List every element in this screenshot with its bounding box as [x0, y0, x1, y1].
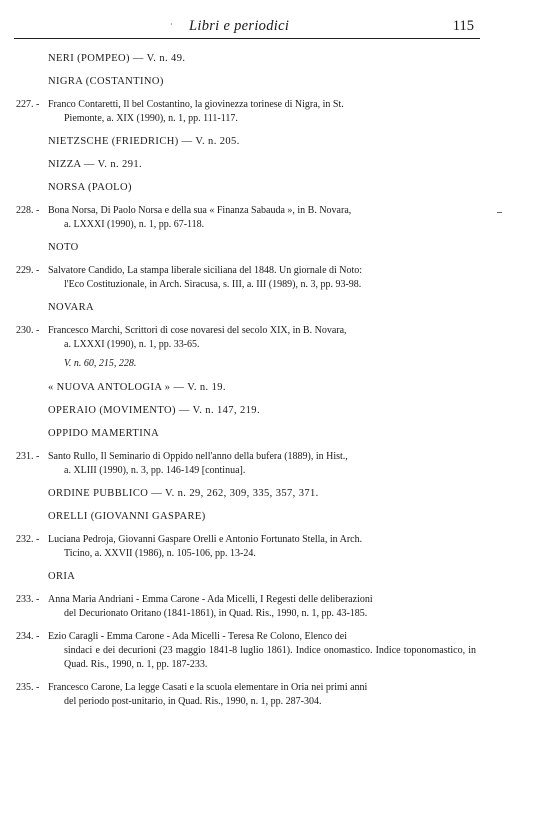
entry-text — [48, 533, 476, 561]
margin-mark — [497, 212, 502, 213]
entry-first-line: Francesco Marchi, Scrittori di cose novaresi del secolo XIX, in B. Novara, — [48, 325, 347, 336]
entry-continuation: a. XLIII (1990), n. 3, pp. 146-149 [continua]. — [64, 465, 246, 476]
subject-heading: NIGRA (COSTANTINO) — [48, 76, 164, 87]
entry-number: 234. - — [16, 631, 40, 642]
entry-text — [48, 593, 476, 621]
entry-first-line: Franco Contaretti, Il bel Costantino, la giovinezza torinese di Nigra, in St. — [48, 99, 344, 110]
subject-heading: « NUOVA ANTOLOGIA » — V. n. 19. — [48, 382, 226, 393]
entry-first-line: Francesco Carone, La legge Casati e la scuola elementare in Oria nei primi anni — [48, 682, 368, 693]
entry-number: 232. - — [16, 534, 40, 545]
entry-continuation: a. LXXXI (1990), n. 1, pp. 33-65. — [64, 339, 200, 350]
subject-heading: ORELLI (GIOVANNI GASPARE) — [48, 511, 206, 522]
bibliography-entry — [16, 533, 476, 561]
entry-text — [48, 630, 476, 672]
subject-heading: NOTO — [48, 242, 79, 253]
entry-continuation: l'Eco Costituzionale, in Arch. Siracusa, s. III, a. III (1989), n. 3, pp. 93-98. — [64, 279, 362, 290]
bibliography-entry — [16, 204, 476, 232]
subject-heading: OPPIDO MAMERTINA — [48, 428, 160, 439]
entry-text — [48, 264, 476, 292]
subject-heading: NORSA (PAOLO) — [48, 182, 132, 193]
bibliography-entry — [16, 630, 476, 672]
entry-continuation: a. LXXXI (1990), n. 1, pp. 67-118. — [64, 219, 205, 230]
entry-text — [48, 98, 476, 126]
subject-heading: NIETZSCHE (FRIEDRICH) — V. n. 205. — [48, 136, 240, 147]
entry-first-line: Ezio Caragli - Emma Carone - Ada Micelli - Teresa Re Colono, Elenco dei — [48, 631, 348, 642]
entry-number: 233. - — [16, 594, 40, 605]
entry-text — [48, 204, 476, 232]
entry-number: 235. - — [16, 682, 40, 693]
subject-heading: NOVARA — [48, 302, 94, 313]
bibliography-entry — [16, 593, 476, 621]
bibliography-entry — [16, 450, 476, 478]
bibliography-entry — [16, 264, 476, 292]
subject-heading: OPERAIO (MOVIMENTO) — V. n. 147, 219. — [48, 405, 260, 416]
running-title: Libri e periodici — [189, 18, 290, 34]
entry-number: 227. - — [16, 99, 40, 110]
bibliography-entry — [16, 324, 476, 352]
entry-continuation: Piemonte, a. XIX (1990), n. 1, pp. 111-117. — [64, 113, 238, 124]
entry-continuation: Ticino, a. XXVII (1986), n. 105-106, pp. 13-24. — [64, 548, 256, 559]
entry-text — [48, 450, 476, 478]
entry-continuation: del Decurionato Oritano (1841-1861), in Quad. Ris., 1990, n. 1, pp. 43-185. — [64, 608, 368, 619]
cross-reference: V. n. 60, 215, 228. — [64, 358, 137, 369]
bibliography-entry — [16, 98, 476, 126]
entry-continuation: del periodo post-unitario, in Quad. Ris., 1990, n. 1, pp. 287-304. — [64, 696, 322, 707]
subject-heading: ORDINE PUBBLICO — V. n. 29, 262, 309, 335, 357, 371. — [48, 488, 319, 499]
entry-number: 228. - — [16, 205, 40, 216]
entry-number: 229. - — [16, 265, 40, 276]
subject-heading: NERI (POMPEO) — V. n. 49. — [48, 53, 186, 64]
entry-text — [48, 681, 476, 709]
header-dot: · — [170, 20, 173, 29]
page-header — [14, 18, 480, 39]
entry-first-line: Luciana Pedroja, Giovanni Gaspare Orelli e Antonio Fortunato Stella, in Arch. — [48, 534, 363, 545]
subject-heading: NIZZA — V. n. 291. — [48, 159, 143, 170]
subject-heading: ORIA — [48, 571, 76, 582]
entry-continuation: sindaci e dei decurioni (23 maggio 1841-8 luglio 1861). Indice onomastico. Indice toponomastico, in Quad. Ris., 1990, n. 1, pp. 187-233. — [64, 645, 476, 670]
entry-number: 231. - — [16, 451, 40, 462]
bibliography-body — [16, 52, 476, 718]
entry-first-line: Bona Norsa, Di Paolo Norsa e della sua « Finanza Sabauda », in B. Novara, — [48, 205, 352, 216]
entry-text — [48, 324, 476, 352]
bibliography-entry — [16, 681, 476, 709]
entry-number: 230. - — [16, 325, 40, 336]
entry-first-line: Salvatore Candido, La stampa liberale siciliana del 1848. Un giornale di Noto: — [48, 265, 363, 276]
entry-first-line: Santo Rullo, Il Seminario di Oppido nell'anno della bufera (1889), in Hist., — [48, 451, 348, 462]
page-number: 115 — [452, 18, 474, 34]
entry-first-line: Anna Maria Andriani - Emma Carone - Ada Micelli, I Regesti delle deliberazioni — [48, 594, 373, 605]
